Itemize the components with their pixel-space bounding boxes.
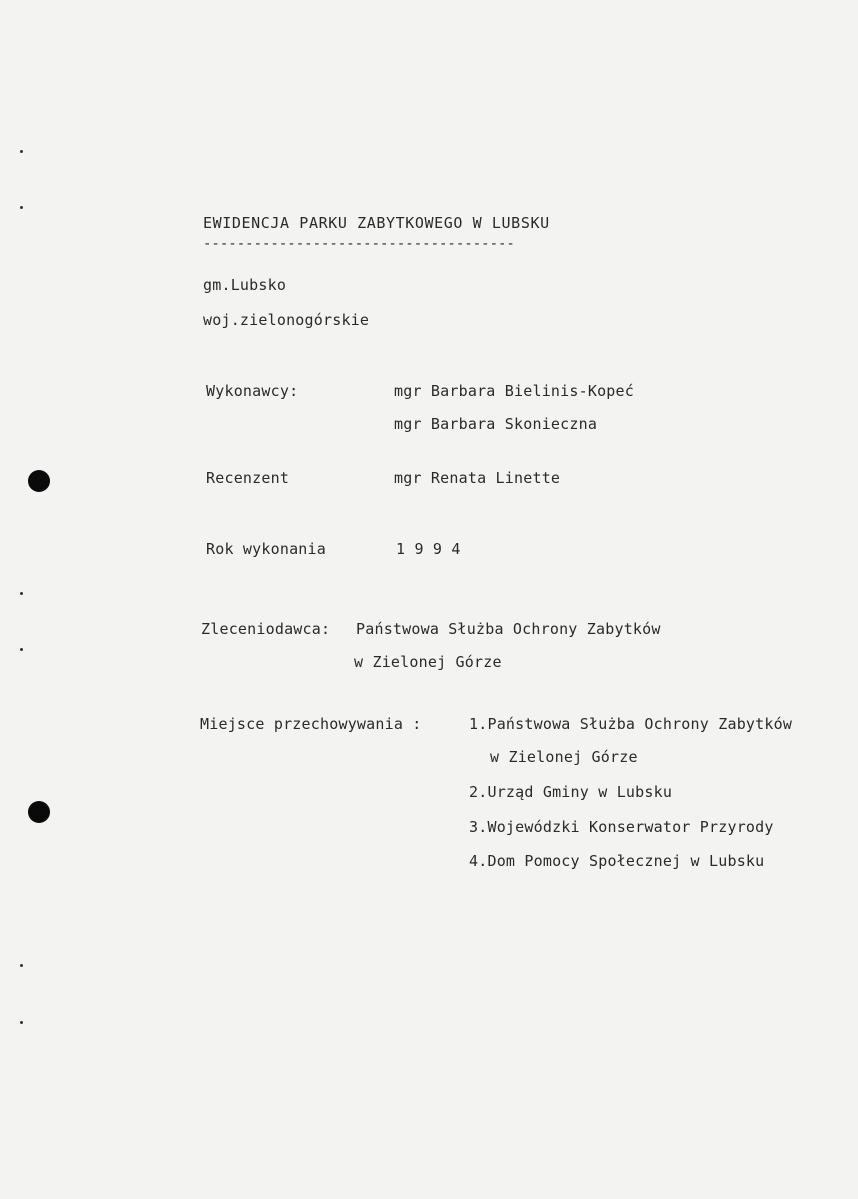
title-underline: ------------------------------------- xyxy=(203,236,515,252)
margin-mark xyxy=(20,206,23,209)
zleceniodawca-label: Zleceniodawca: xyxy=(201,620,331,638)
miejsce-label: Miejsce przechowywania : xyxy=(200,715,422,733)
wykonawca-name-2: mgr Barbara Skonieczna xyxy=(394,415,598,433)
recenzent-label: Recenzent xyxy=(206,469,290,487)
recenzent-name: mgr Renata Linette xyxy=(394,469,561,487)
rok-value: 1 9 9 4 xyxy=(396,540,461,558)
zleceniodawca-line-1: Państwowa Służba Ochrony Zabytków xyxy=(356,620,661,638)
margin-mark xyxy=(20,648,23,651)
rok-label: Rok wykonania xyxy=(206,540,326,558)
miejsce-item-4: 4.Dom Pomocy Społecznej w Lubsku xyxy=(469,852,765,870)
document-title: EWIDENCJA PARKU ZABYTKOWEGO W LUBSKU xyxy=(203,214,550,232)
margin-mark xyxy=(20,592,23,595)
margin-mark xyxy=(20,150,23,153)
punch-hole-bottom xyxy=(28,801,50,823)
margin-mark xyxy=(20,964,23,967)
wykonawcy-label: Wykonawcy: xyxy=(206,382,299,400)
miejsce-item-1: 1.Państwowa Służba Ochrony Zabytków xyxy=(469,715,793,733)
miejsce-item-2: 2.Urząd Gminy w Lubsku xyxy=(469,783,673,801)
miejsce-item-1-cont: w Zielonej Górze xyxy=(490,748,638,766)
wykonawca-name-1: mgr Barbara Bielinis-Kopeć xyxy=(394,382,634,400)
margin-mark xyxy=(20,1021,23,1024)
punch-hole-top xyxy=(28,470,50,492)
zleceniodawca-line-2: w Zielonej Górze xyxy=(354,653,502,671)
wojewodztwo: woj.zielonogórskie xyxy=(203,311,370,329)
miejsce-item-3: 3.Wojewódzki Konserwator Przyrody xyxy=(469,818,774,836)
gmina: gm.Lubsko xyxy=(203,276,287,294)
